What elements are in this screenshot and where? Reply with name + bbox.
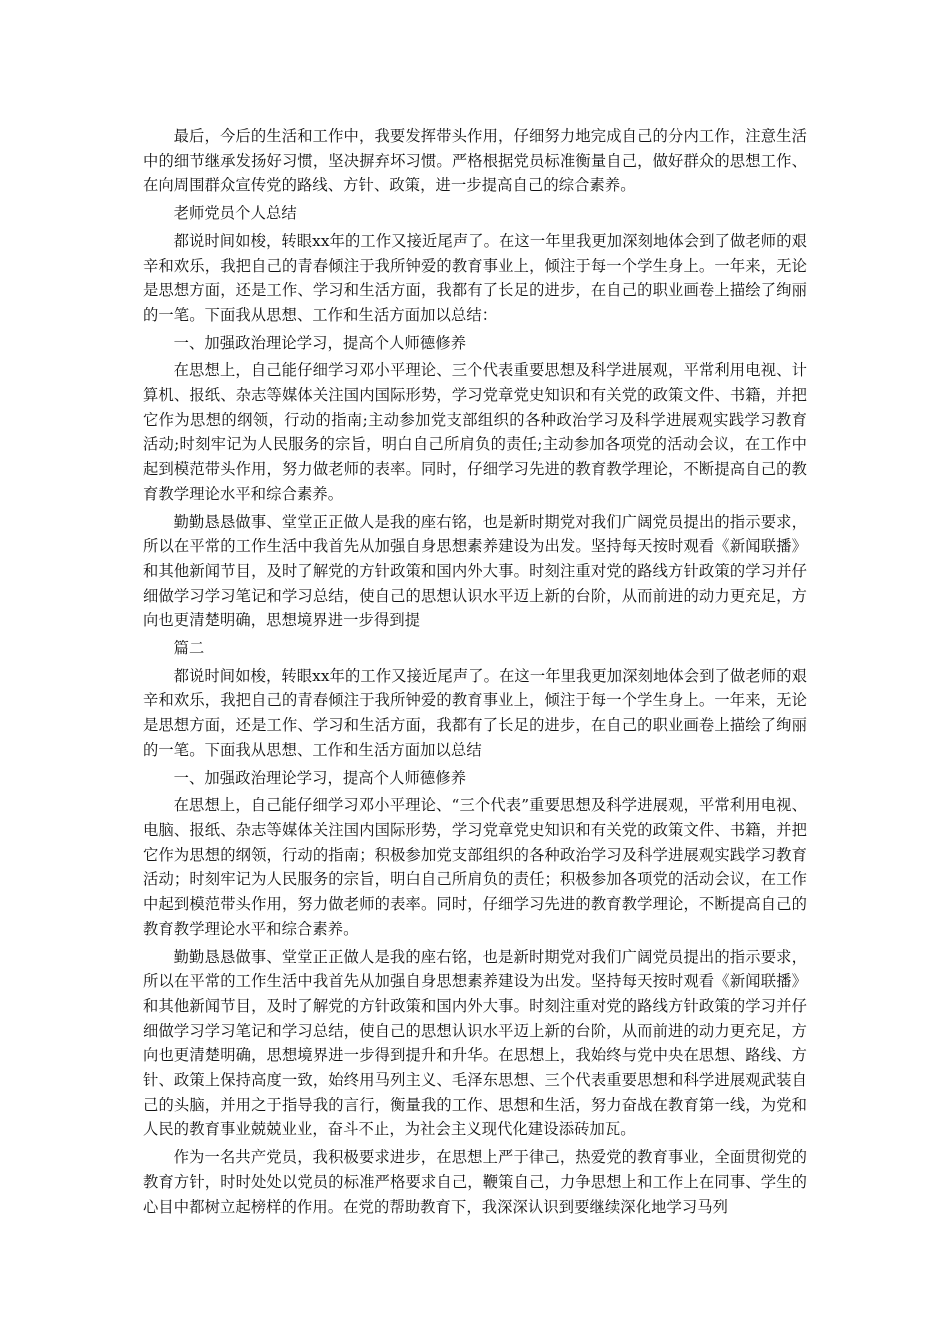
section-title-part-two: 篇二 xyxy=(173,639,205,658)
section-title-teacher-summary: 老师党员个人总结 xyxy=(173,204,297,223)
paragraph-motto-1: 勤勤恳恳做事、堂堂正正做人是我的座右铭，也是新时期党对我们广阔党员提出的指示要求，所以在平常的工作生活中我首先从加强自身思想素养建设为出发。坚持每天按时观看《新闻联播》和其他新闻节目，及时了解党的方针政策和国内外大事。时刻注重对党的路线方针政策的学习并仔细做学习学习笔记和学习总结，使自己的思想认识水平迈上新的台阶，从而前进的动力更充足，方向也更清楚明确，思想境界进一步得到提 xyxy=(143,512,807,630)
document-body xyxy=(143,124,807,1222)
paragraph-closing: 最后，今后的生活和工作中，我要发挥带头作用，仔细努力地完成自己的分内工作，注意生活中的细节继承发扬好习惯，坚决摒弃坏习惯。严格根据党员标准衡量自己，做好群众的思想工作、在向周围群众宣传党的路线、方针、政策，进一步提高自己的综合素养。 xyxy=(143,127,807,195)
paragraph-party-member: 作为一名共产党员，我积极要求进步，在思想上严于律己，热爱党的教育事业，全面贯彻党的教育方针，时时处处以党员的标准严格要求自己，鞭策自己，力争思想上和工作上在同事、学生的心目中都树立起榜样的作用。在党的帮助教育下，我深深认识到要继续深化地学习马列 xyxy=(143,1148,807,1216)
paragraph-intro-1: 都说时间如梭，转眼xx年的工作又接近尾声了。在这一年里我更加深刻地体会到了做老师的艰辛和欢乐，我把自己的青春倾注于我所钟爱的教育事业上，倾注于每一个学生身上。一年来，无论是思想方面，还是工作、学习和生活方面，我都有了长足的进步，在自己的职业画卷上描绘了绚丽的一笔。下面我从思想、工作和生活方面加以总结： xyxy=(143,231,807,324)
subheading-political-study-2: 一、加强政治理论学习，提高个人师德修养 xyxy=(173,768,467,787)
subheading-political-study-1: 一、加强政治理论学习，提高个人师德修养 xyxy=(173,333,467,352)
paragraph-thought-2: 在思想上，自己能仔细学习邓小平理论、“三个代表”重要思想及科学进展观，平常利用电视、电脑、报纸、杂志等媒体关注国内国际形势，学习党章党史知识和有关党的政策文件、书籍，并把它作为思想的纲领，行动的指南；积极参加党支部组织的各种政治学习及科学进展观实践学习教育活动；时刻牢记为人民服务的宗旨，明白自己所肩负的责任；积极参加各项党的活动会议，在工作中起到模范带头作用，努力做老师的表率。同时，仔细学习先进的教育教学理论，不断提高自己的教育教学理论水平和综合素养。 xyxy=(143,796,807,938)
paragraph-intro-2: 都说时间如梭，转眼xx年的工作又接近尾声了。在这一年里我更加深刻地体会到了做老师的艰辛和欢乐，我把自己的青春倾注于我所钟爱的教育事业上，倾注于每一个学生身上。一年来，无论是思想方面，还是工作、学习和生活方面，我都有了长足的进步，在自己的职业画卷上描绘了绚丽的一笔。下面我从思想、工作和生活方面加以总结 xyxy=(143,666,807,759)
paragraph-thought-1: 在思想上，自己能仔细学习邓小平理论、三个代表重要思想及科学进展观，平常利用电视、计算机、报纸、杂志等媒体关注国内国际形势，学习党章党史知识和有关党的政策文件、书籍，并把它作为思想的纲领，行动的指南;主动参加党支部组织的各种政治学习及科学进展观实践学习教育活动;时刻牢记为人民服务的宗旨，明白自己所肩负的责任;主动参加各项党的活动会议，在工作中起到模范带头作用，努力做老师的表率。同时，仔细学习先进的教育教学理论，不断提高自己的教育教学理论水平和综合素养。 xyxy=(143,361,807,503)
paragraph-motto-2: 勤勤恳恳做事、堂堂正正做人是我的座右铭，也是新时期党对我们广阔党员提出的指示要求，所以在平常的工作生活中我首先从加强自身思想素养建设为出发。坚持每天按时观看《新闻联播》和其他新闻节目，及时了解党的方针政策和国内外大事。时刻注重对党的路线方针政策的学习并仔细做学习学习笔记和学习总结，使自己的思想认识水平迈上新的台阶，从而前进的动力更充足，方向也更清楚明确，思想境界进一步得到提升和升华。在思想上，我始终与党中央在思想、路线、方针、政策上保持高度一致，始终用马列主义、毛泽东思想、三个代表重要思想和科学进展观武装自己的头脑，并用之于指导我的言行，衡量我的工作、思想和生活，努力奋战在教育第一线，为党和人民的教育事业兢兢业业，奋斗不止，为社会主义现代化建设添砖加瓦。 xyxy=(143,947,807,1139)
